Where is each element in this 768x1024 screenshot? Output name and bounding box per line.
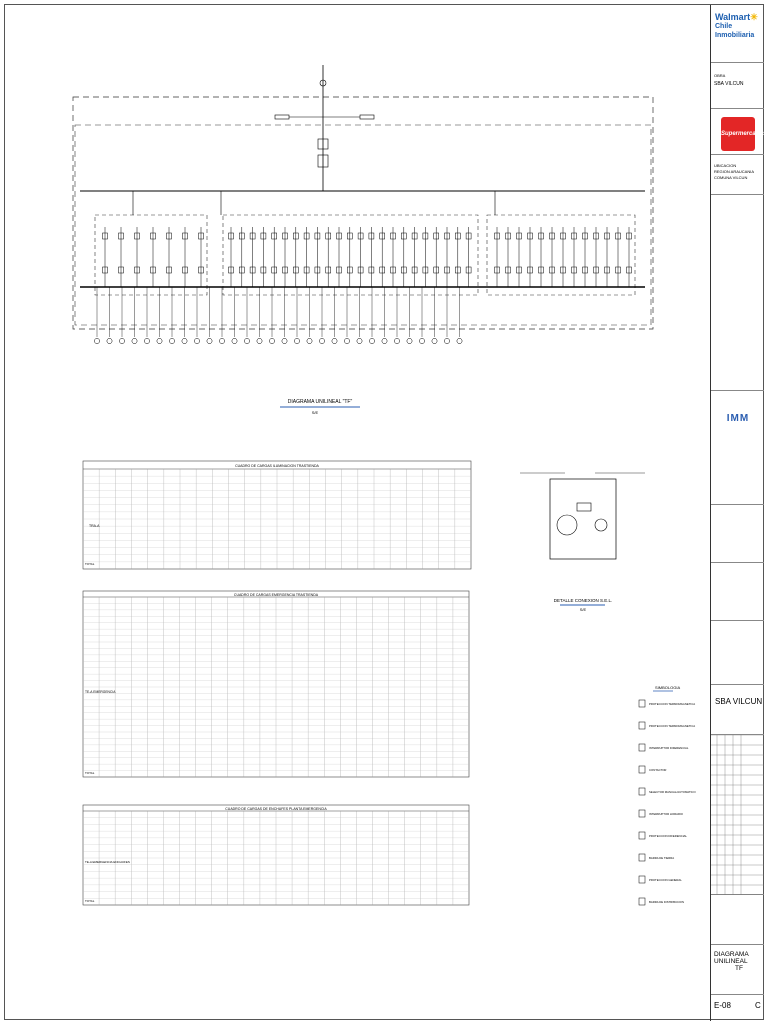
walmart-logo: Walmart✳ Chile Inmobiliaria <box>715 13 761 40</box>
legend-symbol <box>639 898 645 905</box>
detail-caption: DETALLE CONEXION S.E.L. <box>553 598 613 603</box>
terminal-circle <box>307 338 312 343</box>
terminal-circle <box>432 338 437 343</box>
project-name: SBA VILCUN <box>714 81 744 87</box>
client-logo-cell <box>711 5 764 63</box>
legend-item: BARRA DE TIERRA <box>649 856 675 860</box>
drawing-title <box>714 951 764 972</box>
table1-total: TOTAL <box>85 562 95 566</box>
legend-item: PROTECCION DIFERENCIAL <box>649 834 687 838</box>
terminal-circle <box>257 338 262 343</box>
project-label: OBRA <box>714 73 726 78</box>
unifilar-scale: S/E <box>311 410 319 415</box>
terminal-circle <box>132 338 137 343</box>
legend-symbol <box>639 854 645 861</box>
terminal-circle <box>119 338 124 343</box>
legend-item: INTERRUPTOR DIFERENCIAL <box>649 746 689 750</box>
legend-symbol <box>639 766 645 773</box>
terminal-circle <box>344 338 349 343</box>
circuit-terminals <box>94 287 462 344</box>
legend-symbol <box>639 744 645 751</box>
legend-symbol <box>639 788 645 795</box>
terminal-circle <box>382 338 387 343</box>
table3-grid <box>83 811 469 905</box>
location-line-0: UBICACION <box>714 163 737 168</box>
terminal-circle <box>444 338 449 343</box>
revision-grid <box>711 735 764 895</box>
circuit-drops <box>103 227 632 287</box>
revision-letter: C <box>755 1001 761 1010</box>
table2-grid <box>83 597 469 777</box>
terminal-circle <box>207 338 212 343</box>
terminal-circle <box>294 338 299 343</box>
table2-title: CUADRO DE CARGAS EMERGENCIA TRASTIENDA <box>233 593 319 597</box>
terminal-circle <box>394 338 399 343</box>
terminal-circle <box>182 338 187 343</box>
table3-board: TE-A EMERGENCIA ENCHUFES <box>85 860 130 864</box>
terminal-circle <box>319 338 324 343</box>
drawing-sheet <box>4 4 767 1020</box>
brand-sub1: Chile <box>715 23 733 30</box>
legend-list <box>639 700 696 905</box>
legend-item: CONTACTOR <box>649 768 667 772</box>
terminal-circle <box>269 338 274 343</box>
drawing-area <box>5 5 710 1021</box>
legend-item: PROTECCION GENERAL <box>649 878 682 882</box>
revision-table <box>711 735 764 895</box>
title-block <box>710 5 765 1021</box>
sheet-number: E-08 <box>714 1001 731 1010</box>
legend-title: SIMBOLOGIA <box>655 685 681 690</box>
unifilar-caption: DIAGRAMA UNILINEAL "TF" <box>287 399 353 405</box>
drawing-title-line2: TF <box>735 965 743 972</box>
drawing-title-line1: DIAGRAMA UNILINEAL <box>714 951 749 965</box>
table2-total: TOTAL <box>85 771 95 775</box>
unifilar-diagram <box>5 5 710 1021</box>
consultant-cell <box>711 391 764 505</box>
legend-symbol <box>639 832 645 839</box>
terminal-circle <box>369 338 374 343</box>
legend-item: PROTECCION TERMOMAGNETICA <box>649 702 696 706</box>
terminal-circle <box>282 338 287 343</box>
location-cell <box>711 155 764 195</box>
terminal-circle <box>169 338 174 343</box>
legend-item: SELECTOR MANUAL/AUTOMATICO <box>649 790 696 794</box>
location-line-1: REGION ARAUCANIA <box>714 169 755 174</box>
terminal-circle <box>332 338 337 343</box>
project-name-big: SBA VILCUN <box>715 697 763 706</box>
table1-title: CUADRO DE CARGAS ILUMINACION TRASTIENDA <box>235 464 319 468</box>
imm-logo: IMM <box>726 413 750 424</box>
terminal-circle <box>144 338 149 343</box>
drawing-title-cell <box>711 945 764 995</box>
table2-board: TE-A EMERGENCIA <box>85 690 116 694</box>
legend-symbol <box>639 810 645 817</box>
terminal-circle <box>244 338 249 343</box>
table1-board: TRA-A <box>89 524 100 528</box>
brand-name: Walmart <box>715 12 751 22</box>
terminal-circle <box>94 338 99 343</box>
legend-item: PROTECCION TERMOMAGNETICA <box>649 724 696 728</box>
legend-item: BARRA DE DISTRIBUCION <box>649 900 684 904</box>
table3-total: TOTAL <box>85 899 95 903</box>
terminal-circle <box>457 338 462 343</box>
blank-cell <box>711 195 764 391</box>
legend-symbol <box>639 876 645 883</box>
sign-cell-3 <box>711 621 764 685</box>
table1-grid <box>83 469 471 569</box>
detail-scale: S/E <box>579 607 587 612</box>
sign-cell-4 <box>711 895 764 945</box>
terminal-circle <box>419 338 424 343</box>
brand-sub2: Inmobiliaria <box>715 32 755 39</box>
location-line-2: COMUNA VILCUN <box>714 175 748 180</box>
sign-cell-2 <box>711 563 764 621</box>
sign-cell-1 <box>711 505 764 563</box>
legend-symbol <box>639 722 645 729</box>
terminal-circle <box>357 338 362 343</box>
terminal-circle <box>107 338 112 343</box>
project-big-cell <box>711 685 764 735</box>
terminal-circle <box>157 338 162 343</box>
legend-item: INTERRUPTOR HORARIO <box>649 812 683 816</box>
terminal-circle <box>407 338 412 343</box>
project-cell <box>711 63 764 109</box>
terminal-circle <box>194 338 199 343</box>
logo2-cell <box>711 109 764 155</box>
supermarket-logo: Supermercados <box>721 117 755 151</box>
table3-title: CUADRO DE CARGAS DE ENCHUFES PLANTA EMERGENCIA <box>225 807 327 811</box>
legend-symbol <box>639 700 645 707</box>
terminal-circle <box>219 338 224 343</box>
terminal-circle <box>232 338 237 343</box>
